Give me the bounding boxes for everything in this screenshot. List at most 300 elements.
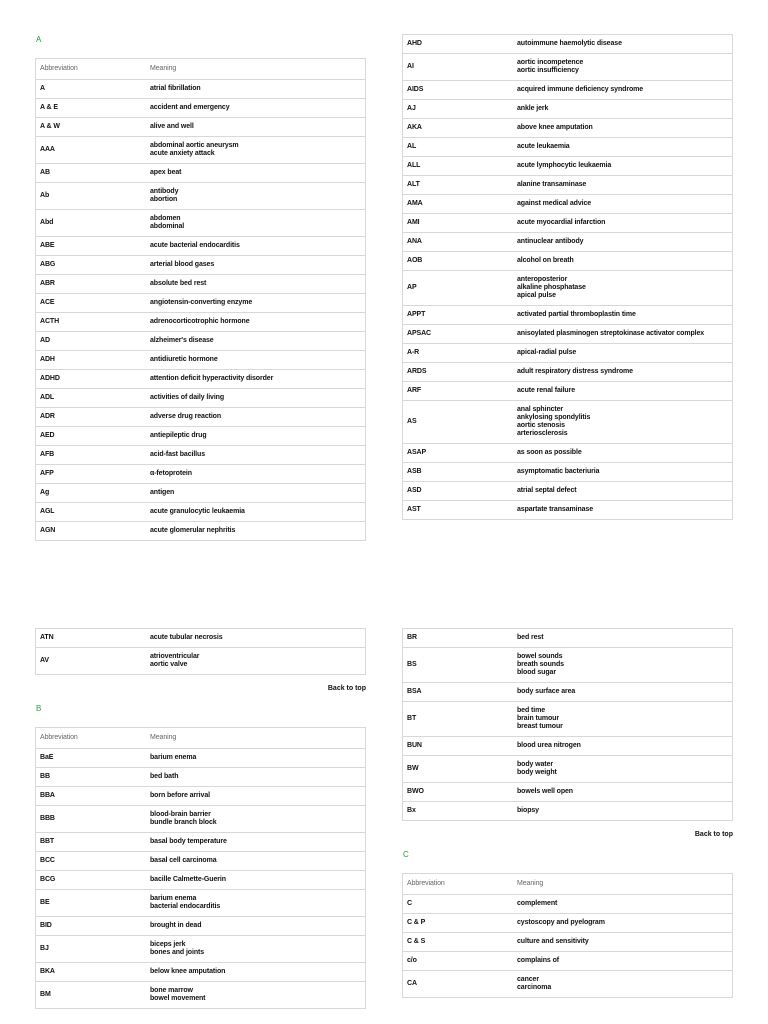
abbreviation-cell: BB [36, 768, 147, 787]
meaning-cell [146, 137, 366, 164]
meaning-line: acute myocardial infarction [517, 219, 606, 226]
section-spacer [35, 715, 366, 727]
meaning-line: basal body temperature [150, 838, 227, 845]
table-row [403, 100, 733, 119]
meaning-cell [146, 917, 366, 936]
table-row [36, 164, 366, 183]
meaning-line: antidiuretic hormone [150, 356, 218, 363]
table-row [36, 137, 366, 164]
meaning-cell [146, 427, 366, 446]
abbreviation-cell: BT [403, 702, 514, 737]
meaning-line: bones and joints [150, 949, 205, 956]
table-row [36, 351, 366, 370]
meaning-line: antinuclear antibody [517, 238, 584, 245]
table-row [403, 306, 733, 325]
table-row [36, 183, 366, 210]
abbreviation-cell: ASAP [403, 444, 514, 463]
meaning-cell [513, 482, 733, 501]
abbreviation-cell: AD [36, 332, 147, 351]
meaning-cell [146, 332, 366, 351]
table-row [36, 408, 366, 427]
abbreviation-table [402, 34, 733, 520]
back-to-top-link[interactable]: Back to top [694, 831, 733, 838]
meaning-line: arteriosclerosis [517, 430, 568, 437]
table-row [403, 401, 733, 444]
meaning-line: activities of daily living [150, 394, 225, 401]
table-row [36, 871, 366, 890]
meaning-cell [146, 446, 366, 465]
abbreviation-block-b-end-c-right [402, 628, 733, 998]
meaning-line: culture and sensitivity [517, 938, 589, 945]
table-row [403, 35, 733, 54]
meaning-line: alanine transaminase [517, 181, 587, 188]
abbreviation-cell: AL [403, 138, 514, 157]
meaning-line: acute glomerular nephritis [150, 527, 236, 534]
abbreviation-cell: AMI [403, 214, 514, 233]
abbreviation-cell: ABG [36, 256, 147, 275]
meaning-line: anteroposterior [517, 276, 568, 283]
meaning-cell [513, 100, 733, 119]
meaning-line: aortic incompetence [517, 59, 584, 66]
abbreviation-cell: A-R [403, 344, 514, 363]
meaning-line: antibody [150, 188, 179, 195]
meaning-cell [513, 463, 733, 482]
table-row [403, 363, 733, 382]
meaning-cell [146, 963, 366, 982]
table-row [36, 465, 366, 484]
meaning-line: atrioventricular [150, 653, 200, 660]
meaning-line: angiotensin-converting enzyme [150, 299, 253, 306]
meaning-line: acute lymphocytic leukaemia [517, 162, 612, 169]
abbreviation-cell: AI [403, 54, 514, 81]
table-row [403, 325, 733, 344]
table-row [403, 344, 733, 363]
abbreviation-cell: ASB [403, 463, 514, 482]
section-wrapper [35, 703, 366, 1009]
abbreviation-cell: A & W [36, 118, 147, 137]
abbreviation-cell: APPT [403, 306, 514, 325]
meaning-line: alkaline phosphatase [517, 284, 586, 291]
meaning-line: ankylosing spondylitis [517, 414, 591, 421]
table-row [36, 256, 366, 275]
meaning-line: abortion [150, 196, 178, 203]
table-row [36, 313, 366, 332]
abbreviation-cell: AP [403, 271, 514, 306]
meaning-line: bacille Calmette-Guerin [150, 876, 226, 883]
abbreviation-cell: AIDS [403, 81, 514, 100]
abbreviation-cell: ADH [36, 351, 147, 370]
back-to-top-link[interactable]: Back to top [327, 685, 366, 692]
table-row [36, 237, 366, 256]
abbreviation-cell: Abd [36, 210, 147, 237]
meaning-line: arterial blood gases [150, 261, 215, 268]
meaning-line: abdominal [150, 223, 185, 230]
table-row [403, 895, 733, 914]
meaning-cell [146, 465, 366, 484]
table-row [36, 852, 366, 871]
table-row [36, 522, 366, 541]
table-row [36, 99, 366, 118]
abbreviation-cell: AJ [403, 100, 514, 119]
meaning-line: acute renal failure [517, 387, 576, 394]
abbreviation-cell: ABE [36, 237, 147, 256]
abbreviation-cell: AS [403, 401, 514, 444]
meaning-cell [513, 233, 733, 252]
meaning-line: adverse drug reaction [150, 413, 222, 420]
meaning-cell [146, 183, 366, 210]
table-row [403, 756, 733, 783]
abbreviation-cell: AFB [36, 446, 147, 465]
table-row [403, 933, 733, 952]
meaning-line: biopsy [517, 807, 539, 814]
meaning-cell [513, 444, 733, 463]
section-wrapper [402, 849, 733, 998]
meaning-line: as soon as possible [517, 449, 582, 456]
table-row [403, 952, 733, 971]
column-header-abbreviation: Abbreviation [403, 874, 514, 895]
meaning-line: below knee amputation [150, 968, 226, 975]
meaning-line: acid-fast bacillus [150, 451, 205, 458]
abbreviation-cell: ASD [403, 482, 514, 501]
table-row [403, 629, 733, 648]
table-row [36, 648, 366, 675]
meaning-cell [146, 749, 366, 768]
table-row [403, 81, 733, 100]
table-row [403, 482, 733, 501]
meaning-line: acute anxiety attack [150, 150, 215, 157]
meaning-line: atrial fibrillation [150, 85, 201, 92]
meaning-line: against medical advice [517, 200, 592, 207]
abbreviation-cell: ACTH [36, 313, 147, 332]
meaning-cell [146, 370, 366, 389]
table-row [36, 427, 366, 446]
meaning-cell [513, 306, 733, 325]
abbreviation-cell: A & E [36, 99, 147, 118]
meaning-cell [146, 982, 366, 1009]
abbreviation-table [402, 873, 733, 998]
table-row [36, 629, 366, 648]
table-row [403, 914, 733, 933]
meaning-cell [146, 237, 366, 256]
table-row [403, 382, 733, 401]
abbreviation-table [35, 628, 366, 675]
table-row [36, 446, 366, 465]
meaning-cell [513, 683, 733, 702]
table-row [36, 982, 366, 1009]
meaning-line: antigen [150, 489, 175, 496]
meaning-line: abdominal aortic aneurysm [150, 142, 239, 149]
meaning-line: acquired immune deficiency syndrome [517, 86, 644, 93]
abbreviation-cell: ARF [403, 382, 514, 401]
abbreviation-cell: AB [36, 164, 147, 183]
column-header-abbreviation: Abbreviation [36, 728, 147, 749]
meaning-line: cancer [517, 976, 539, 983]
meaning-cell [513, 971, 733, 998]
meaning-line: bowels well open [517, 788, 573, 795]
meaning-line: anisoylated plasminogen streptokinase activator complex [517, 330, 705, 337]
meaning-cell [146, 256, 366, 275]
meaning-cell [146, 118, 366, 137]
abbreviation-cell: AGL [36, 503, 147, 522]
meaning-line: body surface area [517, 688, 576, 695]
abbreviation-cell: ATN [36, 629, 147, 648]
meaning-cell [513, 325, 733, 344]
meaning-cell [146, 648, 366, 675]
meaning-line: bowel sounds [517, 653, 563, 660]
abbreviation-cell: C & P [403, 914, 514, 933]
table-row [403, 271, 733, 306]
table-row [36, 768, 366, 787]
table-row [403, 702, 733, 737]
abbreviation-cell: AAA [36, 137, 147, 164]
meaning-line: body weight [517, 769, 557, 776]
abbreviation-cell: C [403, 895, 514, 914]
table-row [36, 787, 366, 806]
table-header-row [36, 59, 366, 80]
abbreviation-cell: BE [36, 890, 147, 917]
table-row [403, 971, 733, 998]
meaning-line: blood sugar [517, 669, 556, 676]
meaning-cell [513, 81, 733, 100]
abbreviation-cell: BBT [36, 833, 147, 852]
meaning-cell [146, 164, 366, 183]
meaning-cell [513, 952, 733, 971]
meaning-line: attention deficit hyperactivity disorder [150, 375, 274, 382]
meaning-line: born before arrival [150, 792, 210, 799]
section-spacer [35, 46, 366, 58]
abbreviation-cell: BBA [36, 787, 147, 806]
meaning-cell [513, 271, 733, 306]
meaning-cell [146, 890, 366, 917]
meaning-cell [513, 54, 733, 81]
meaning-cell [513, 157, 733, 176]
meaning-line: adult respiratory distress syndrome [517, 368, 633, 375]
meaning-cell [146, 484, 366, 503]
abbreviation-cell: BWO [403, 783, 514, 802]
meaning-cell [146, 351, 366, 370]
abbreviation-cell: AOB [403, 252, 514, 271]
meaning-line: breast tumour [517, 723, 563, 730]
abbreviation-cell: ALT [403, 176, 514, 195]
table-row [36, 118, 366, 137]
meaning-cell [146, 806, 366, 833]
meaning-line: aortic insufficiency [517, 67, 579, 74]
table-row [403, 195, 733, 214]
table-row [36, 963, 366, 982]
abbreviation-cell: BS [403, 648, 514, 683]
meaning-cell [513, 195, 733, 214]
table-row [403, 648, 733, 683]
meaning-cell [146, 503, 366, 522]
meaning-line: brought in dead [150, 922, 202, 929]
table-row [403, 214, 733, 233]
meaning-line: barium enema [150, 754, 197, 761]
table-row [403, 54, 733, 81]
abbreviation-cell: BJ [36, 936, 147, 963]
meaning-cell [146, 313, 366, 332]
abbreviation-cell: AGN [36, 522, 147, 541]
meaning-cell [146, 99, 366, 118]
table-row [36, 275, 366, 294]
meaning-cell [146, 210, 366, 237]
table-row [36, 917, 366, 936]
meaning-cell [513, 119, 733, 138]
abbreviation-cell: APSAC [403, 325, 514, 344]
abbreviation-cell: Ag [36, 484, 147, 503]
meaning-line: above knee amputation [517, 124, 593, 131]
meaning-cell [146, 787, 366, 806]
meaning-cell [146, 629, 366, 648]
table-row [403, 444, 733, 463]
meaning-line: acute leukaemia [517, 143, 570, 150]
abbreviation-cell: BCG [36, 871, 147, 890]
meaning-cell [513, 363, 733, 382]
meaning-line: aspartate transaminase [517, 506, 594, 513]
meaning-line: acute tubular necrosis [150, 634, 223, 641]
abbreviation-cell: AHD [403, 35, 514, 54]
meaning-cell [513, 214, 733, 233]
meaning-line: accident and emergency [150, 104, 230, 111]
abbreviation-table [35, 727, 366, 1009]
abbreviation-cell: AED [36, 427, 147, 446]
meaning-line: cystoscopy and pyelogram [517, 919, 605, 926]
meaning-line: complement [517, 900, 558, 907]
meaning-line: absolute bed rest [150, 280, 207, 287]
abbreviation-block-a-end-b-left [35, 628, 366, 1009]
column-header-meaning: Meaning [513, 874, 733, 895]
abbreviation-cell: AKA [403, 119, 514, 138]
abbreviation-cell: ANA [403, 233, 514, 252]
table-row [403, 119, 733, 138]
meaning-line: apical pulse [517, 292, 556, 299]
table-row [36, 80, 366, 99]
table-row [36, 806, 366, 833]
meaning-cell [513, 401, 733, 444]
abbreviation-cell: c/o [403, 952, 514, 971]
table-header-row [403, 874, 733, 895]
meaning-line: bed bath [150, 773, 179, 780]
meaning-cell [513, 344, 733, 363]
meaning-cell [513, 802, 733, 821]
table-row [36, 389, 366, 408]
meaning-cell [146, 768, 366, 787]
meaning-cell [513, 501, 733, 520]
abbreviation-cell: ALL [403, 157, 514, 176]
abbreviation-table [35, 58, 366, 541]
table-row [36, 370, 366, 389]
table-row [36, 833, 366, 852]
meaning-cell [513, 895, 733, 914]
abbreviation-block-a-left [35, 34, 366, 541]
abbreviation-cell: CA [403, 971, 514, 998]
abbreviation-cell: BaE [36, 749, 147, 768]
meaning-cell [146, 275, 366, 294]
meaning-cell [146, 871, 366, 890]
table-row [403, 233, 733, 252]
meaning-line: alive and well [150, 123, 194, 130]
table-row [36, 332, 366, 351]
section-letter: B [36, 704, 42, 713]
abbreviation-cell: AV [36, 648, 147, 675]
abbreviation-cell: AMA [403, 195, 514, 214]
table-row [403, 501, 733, 520]
abbreviation-cell: BUN [403, 737, 514, 756]
meaning-cell [513, 702, 733, 737]
meaning-line: breath sounds [517, 661, 564, 668]
abbreviation-cell: AST [403, 501, 514, 520]
column-header-abbreviation: Abbreviation [36, 59, 147, 80]
meaning-cell [146, 80, 366, 99]
table-row [36, 210, 366, 237]
meaning-line: abdomen [150, 215, 181, 222]
section-spacer [402, 861, 733, 873]
meaning-cell [146, 408, 366, 427]
meaning-line: blood-brain barrier [150, 811, 211, 818]
meaning-line: acute granulocytic leukaemia [150, 508, 245, 515]
table-row [403, 683, 733, 702]
abbreviation-cell: ADHD [36, 370, 147, 389]
meaning-line: alzheimer's disease [150, 337, 214, 344]
meaning-cell [513, 252, 733, 271]
meaning-line: body water [517, 761, 553, 768]
column-header-meaning: Meaning [146, 728, 366, 749]
meaning-line: biceps jerk [150, 941, 186, 948]
table-row [403, 176, 733, 195]
abbreviation-cell: A [36, 80, 147, 99]
abbreviation-cell: ACE [36, 294, 147, 313]
meaning-line: anal sphincter [517, 406, 564, 413]
meaning-cell [513, 629, 733, 648]
meaning-line: bone marrow [150, 987, 193, 994]
meaning-line: α-fetoprotein [150, 470, 192, 477]
abbreviation-cell: BR [403, 629, 514, 648]
meaning-cell [146, 852, 366, 871]
abbreviation-cell: ADL [36, 389, 147, 408]
meaning-line: bacterial endocarditis [150, 903, 221, 910]
meaning-cell [513, 382, 733, 401]
abbreviation-cell: BKA [36, 963, 147, 982]
table-row [403, 463, 733, 482]
abbreviation-cell: BSA [403, 683, 514, 702]
meaning-line: acute bacterial endocarditis [150, 242, 240, 249]
abbreviation-cell: BW [403, 756, 514, 783]
meaning-line: blood urea nitrogen [517, 742, 581, 749]
section-letter: C [403, 850, 409, 859]
abbreviation-cell: ARDS [403, 363, 514, 382]
meaning-line: bed time [517, 707, 545, 714]
meaning-cell [513, 176, 733, 195]
meaning-line: atrial septal defect [517, 487, 577, 494]
abbreviation-cell: C & S [403, 933, 514, 952]
section-letter: A [36, 35, 42, 44]
meaning-line: apex beat [150, 169, 182, 176]
meaning-line: aortic stenosis [517, 422, 565, 429]
meaning-cell [146, 936, 366, 963]
meaning-line: autoimmune haemolytic disease [517, 40, 622, 47]
meaning-line: apical-radial pulse [517, 349, 577, 356]
meaning-line: ankle jerk [517, 105, 549, 112]
abbreviation-cell: BCC [36, 852, 147, 871]
abbreviation-cell: ADR [36, 408, 147, 427]
table-header-row [36, 728, 366, 749]
table-row [403, 252, 733, 271]
table-row [403, 802, 733, 821]
meaning-cell [146, 522, 366, 541]
meaning-line: bowel movement [150, 995, 206, 1002]
meaning-line: bundle branch block [150, 819, 217, 826]
meaning-line: activated partial thromboplastin time [517, 311, 636, 318]
table-row [403, 138, 733, 157]
